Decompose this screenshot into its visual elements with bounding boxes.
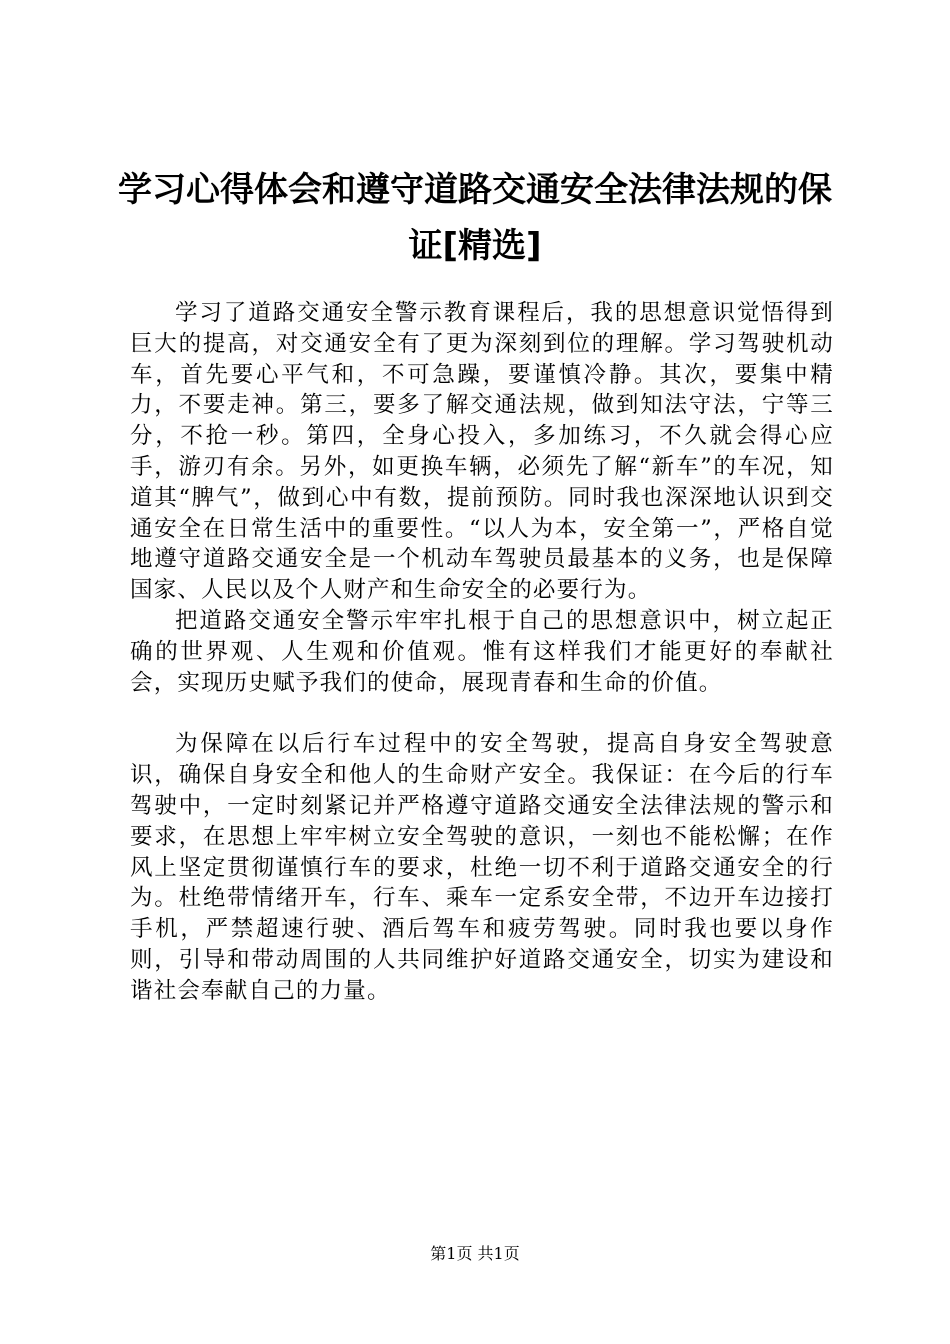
document-body <box>130 298 834 1007</box>
paragraph-2: 把道路交通安全警示牢牢扎根于自己的思想意识中，树立起正确的世界观、人生观和价值观。惟有这样我们才能更好的奉献社会，实现历史赋予我们的使命，展现青春和生命的价值。 <box>130 607 834 696</box>
paragraph-1: 学习了道路交通安全警示教育课程后，我的思想意识觉悟得到巨大的提高，对交通安全有了更为深刻到位的理解。学习驾驶机动车，首先要心平气和，不可急躁，要谨慎冷静。其次，要集中精力，不要走神。第三，要多了解交通法规，做到知法守法，宁等三分，不抢一秒。第四，全身心投入，多加练习，不久就会得心应手，游刃有余。另外，如更换车辆，必须先了解“新车”的车况，知道其“脾气”，做到心中有数，提前预防。同时我也深深地认识到交通安全在日常生活中的重要性。“以人为本，安全第一”，严格自觉地遵守道路交通安全是一个机动车驾驶员最基本的义务，也是保障国家、人民以及个人财产和生命安全的必要行为。 <box>130 300 834 604</box>
document-title: 学习心得体会和遵守道路交通安全法律法规的保证[精选] <box>118 170 832 266</box>
page-number-footer: 第1页 共1页 <box>430 1244 520 1263</box>
paragraph-gap <box>130 698 834 729</box>
paragraph-3: 为保障在以后行车过程中的安全驾驶，提高自身安全驾驶意识，确保自身安全和他人的生命财产安全。我保证：在今后的行车驾驶中，一定时刻紧记并严格遵守道路交通安全法律法规的警示和要求，在思想上牢牢树立安全驾驶的意识，一刻也不能松懈；在作风上坚定贯彻谨慎行车的要求，杜绝一切不利于道路交通安全的行为。杜绝带情绪开车，行车、乘车一定系安全带，不边开车边接打手机，严禁超速行驶、酒后驾车和疲劳驾驶。同时我也要以身作则，引导和带动周围的人共同维护好道路交通安全，切实为建设和谐社会奉献自己的力量。 <box>130 731 834 1004</box>
